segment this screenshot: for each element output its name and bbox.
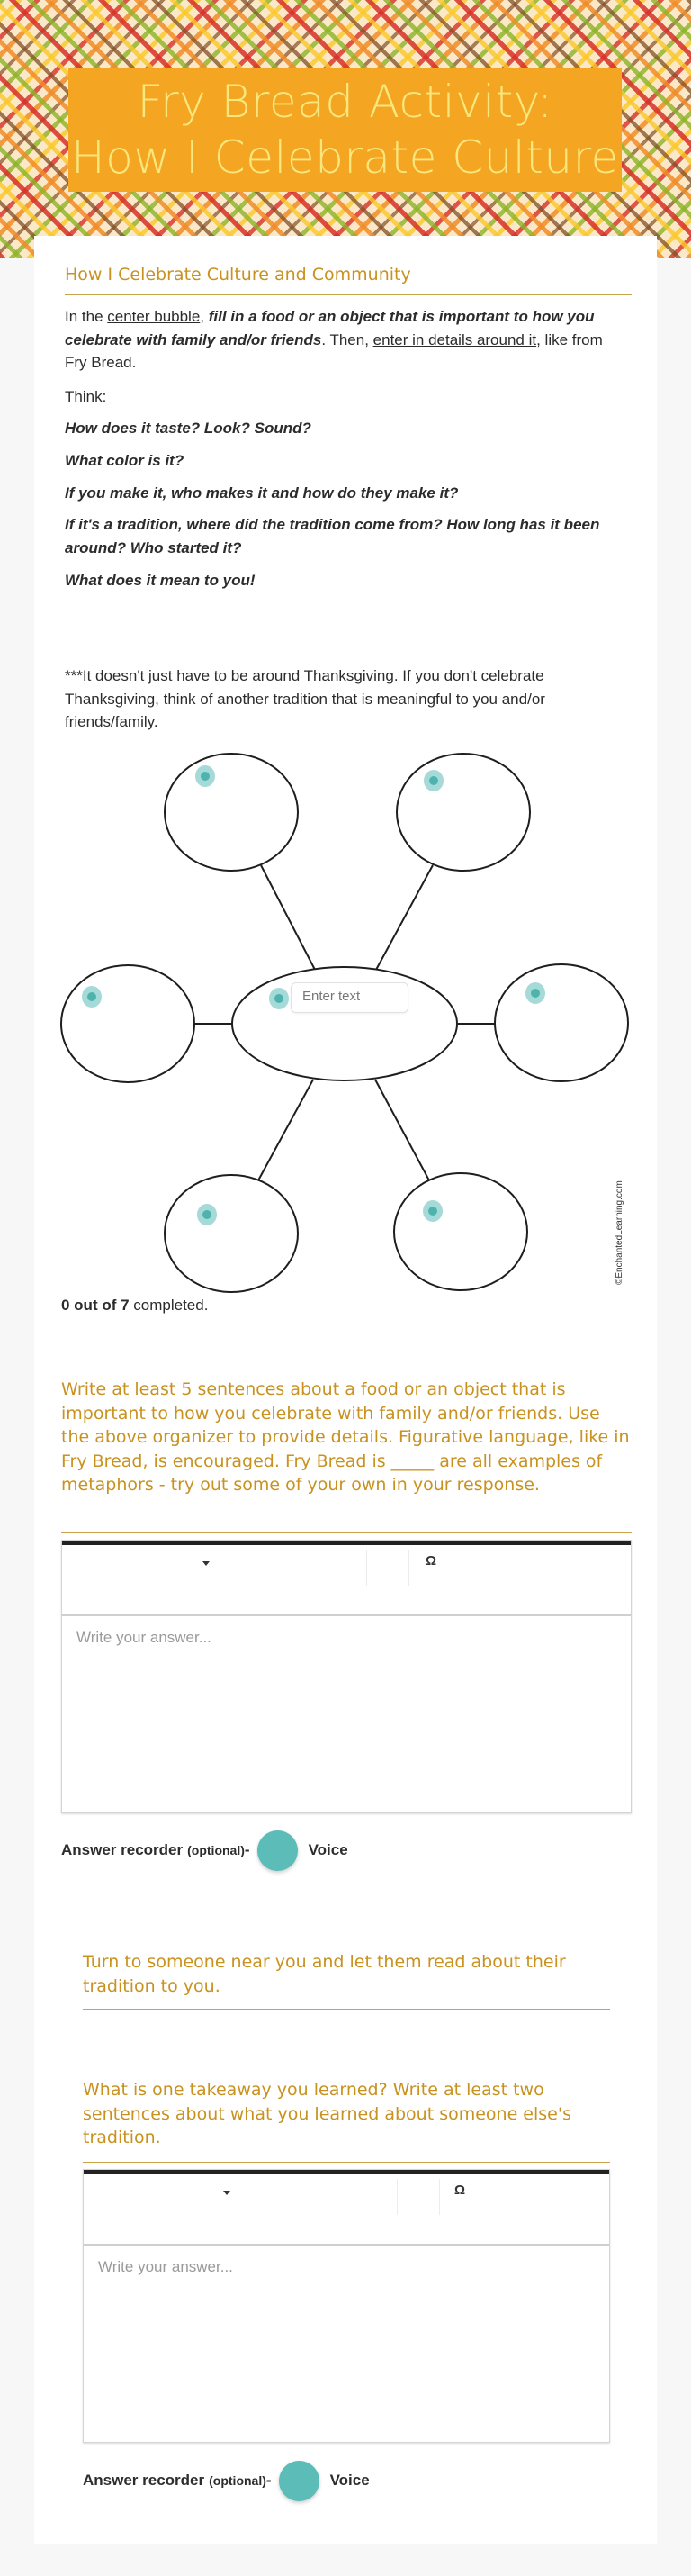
intro-underline-details: enter in details around it bbox=[372, 330, 537, 348]
progress-count: 0 out of 7 bbox=[61, 1297, 130, 1314]
special-characters-omega-icon[interactable]: Ω bbox=[426, 1553, 437, 1568]
think-label: Think: bbox=[65, 388, 107, 405]
section-title: How I Celebrate Culture and Community bbox=[65, 265, 411, 285]
hotspot-top-left[interactable] bbox=[195, 765, 215, 787]
answer-placeholder: Write your answer... bbox=[76, 1629, 211, 1646]
writing-prompt: Write at least 5 sentences about a food or an object that is important to how you celebrate with family and/or friends. Use the above organizer to provide details. Figurative language, like in Fry Bread, is encouraged. Fry Bread is _____ are all examples of metaphors - try out some of your own in your response. bbox=[61, 1379, 630, 1495]
voice-label[interactable]: Voice bbox=[329, 2472, 370, 2489]
format-dropdown-caret-icon[interactable] bbox=[202, 1561, 210, 1566]
voice-record-button[interactable] bbox=[257, 1830, 298, 1871]
toolbar-separator bbox=[439, 2179, 440, 2215]
intro-text: . Then, bbox=[321, 330, 373, 348]
bubble-top-left[interactable] bbox=[165, 754, 298, 871]
hotspot-center[interactable] bbox=[269, 988, 289, 1009]
question-5: What does it mean to you! bbox=[65, 572, 256, 589]
bubble-bottom-left[interactable] bbox=[165, 1175, 298, 1292]
section-divider bbox=[83, 2009, 610, 2010]
takeaway-textarea[interactable] bbox=[84, 2246, 609, 2440]
thanksgiving-note: ***It doesn't just have to be around Thanksgiving. If you don't celebrate Thanksgiving, think of another tradition that is meaningful to you and/or friends/family. bbox=[65, 667, 545, 730]
takeaway-prompt: What is one takeaway you learned? Write at least two sentences about what you learned about someone else's tradition. bbox=[83, 2080, 571, 2147]
question-2: What color is it? bbox=[65, 452, 184, 469]
answer-placeholder: Write your answer... bbox=[98, 2258, 233, 2275]
question-3: If you make it, who makes it and how do they make it? bbox=[65, 484, 459, 502]
bubble-map-diagram bbox=[34, 740, 657, 1316]
toolbar-separator bbox=[366, 1550, 367, 1586]
connector-line bbox=[375, 1080, 429, 1180]
connector-line bbox=[261, 865, 315, 970]
title-banner bbox=[68, 68, 622, 192]
takeaway-editor bbox=[83, 2169, 610, 2443]
bubble-middle-right[interactable] bbox=[495, 964, 628, 1081]
answer-recorder bbox=[83, 2460, 370, 2501]
worksheet-card bbox=[34, 236, 657, 2544]
bubble-top-right[interactable] bbox=[397, 754, 530, 871]
editor-toolbar bbox=[84, 2174, 609, 2246]
answer-textarea[interactable] bbox=[62, 1616, 631, 1811]
banner-title-line1: Fry Bread Activity: bbox=[137, 76, 553, 128]
recorder-label: Answer recorder bbox=[83, 2472, 205, 2489]
intro-text: , bbox=[200, 308, 209, 325]
answer-recorder bbox=[61, 1830, 348, 1871]
intro-text: In the bbox=[65, 308, 108, 325]
copyright-credit: ©EnchantedLearning.com bbox=[615, 1180, 624, 1285]
section-divider bbox=[65, 294, 632, 295]
center-bubble-text-input[interactable]: Enter text bbox=[291, 982, 408, 1013]
section-divider bbox=[83, 2162, 610, 2163]
share-prompt: Turn to someone near you and let them read about their tradition to you. bbox=[83, 1952, 566, 1996]
bubble-middle-left[interactable] bbox=[61, 965, 194, 1082]
hotspot-bottom-left[interactable] bbox=[197, 1204, 217, 1225]
connector-line bbox=[376, 865, 433, 970]
intro-text: , like from Fry Bread. bbox=[65, 330, 603, 371]
recorder-dash: - bbox=[244, 1841, 250, 1858]
voice-label[interactable]: Voice bbox=[308, 1841, 348, 1858]
hotspot-middle-left[interactable] bbox=[82, 986, 102, 1008]
toolbar-separator bbox=[408, 1550, 409, 1586]
section-divider bbox=[61, 1532, 632, 1533]
voice-record-button[interactable] bbox=[279, 2461, 319, 2501]
hotspot-bottom-right[interactable] bbox=[423, 1200, 443, 1222]
toolbar-separator bbox=[397, 2179, 398, 2215]
recorder-optional: (optional) bbox=[187, 1843, 245, 1857]
question-4: If it's a tradition, where did the tradition come from? How long has it been around? Who started it? bbox=[65, 516, 600, 556]
recorder-optional: (optional) bbox=[209, 2473, 266, 2488]
recorder-label: Answer recorder bbox=[61, 1841, 184, 1858]
bubble-bottom-right[interactable] bbox=[394, 1173, 527, 1290]
hotspot-top-right[interactable] bbox=[424, 770, 444, 791]
editor-toolbar bbox=[62, 1545, 631, 1616]
banner-title-line2: How I Celebrate Culture bbox=[71, 131, 619, 184]
recorder-dash: - bbox=[265, 2472, 272, 2489]
hotspot-middle-right[interactable] bbox=[525, 982, 545, 1004]
progress-status bbox=[61, 1297, 208, 1315]
format-dropdown-caret-icon[interactable] bbox=[223, 2191, 230, 2195]
intro-underline-center-bubble: center bubble bbox=[107, 308, 201, 325]
instructions-paragraph bbox=[65, 305, 623, 375]
intro-emphasis: fill in a food or an object that is important to how you celebrate with family and/or friends bbox=[65, 308, 595, 348]
question-1: How does it taste? Look? Sound? bbox=[65, 420, 311, 437]
special-characters-omega-icon[interactable]: Ω bbox=[454, 2183, 466, 2198]
connector-line bbox=[258, 1080, 313, 1180]
answer-editor bbox=[61, 1540, 632, 1813]
progress-suffix: completed. bbox=[129, 1297, 209, 1314]
